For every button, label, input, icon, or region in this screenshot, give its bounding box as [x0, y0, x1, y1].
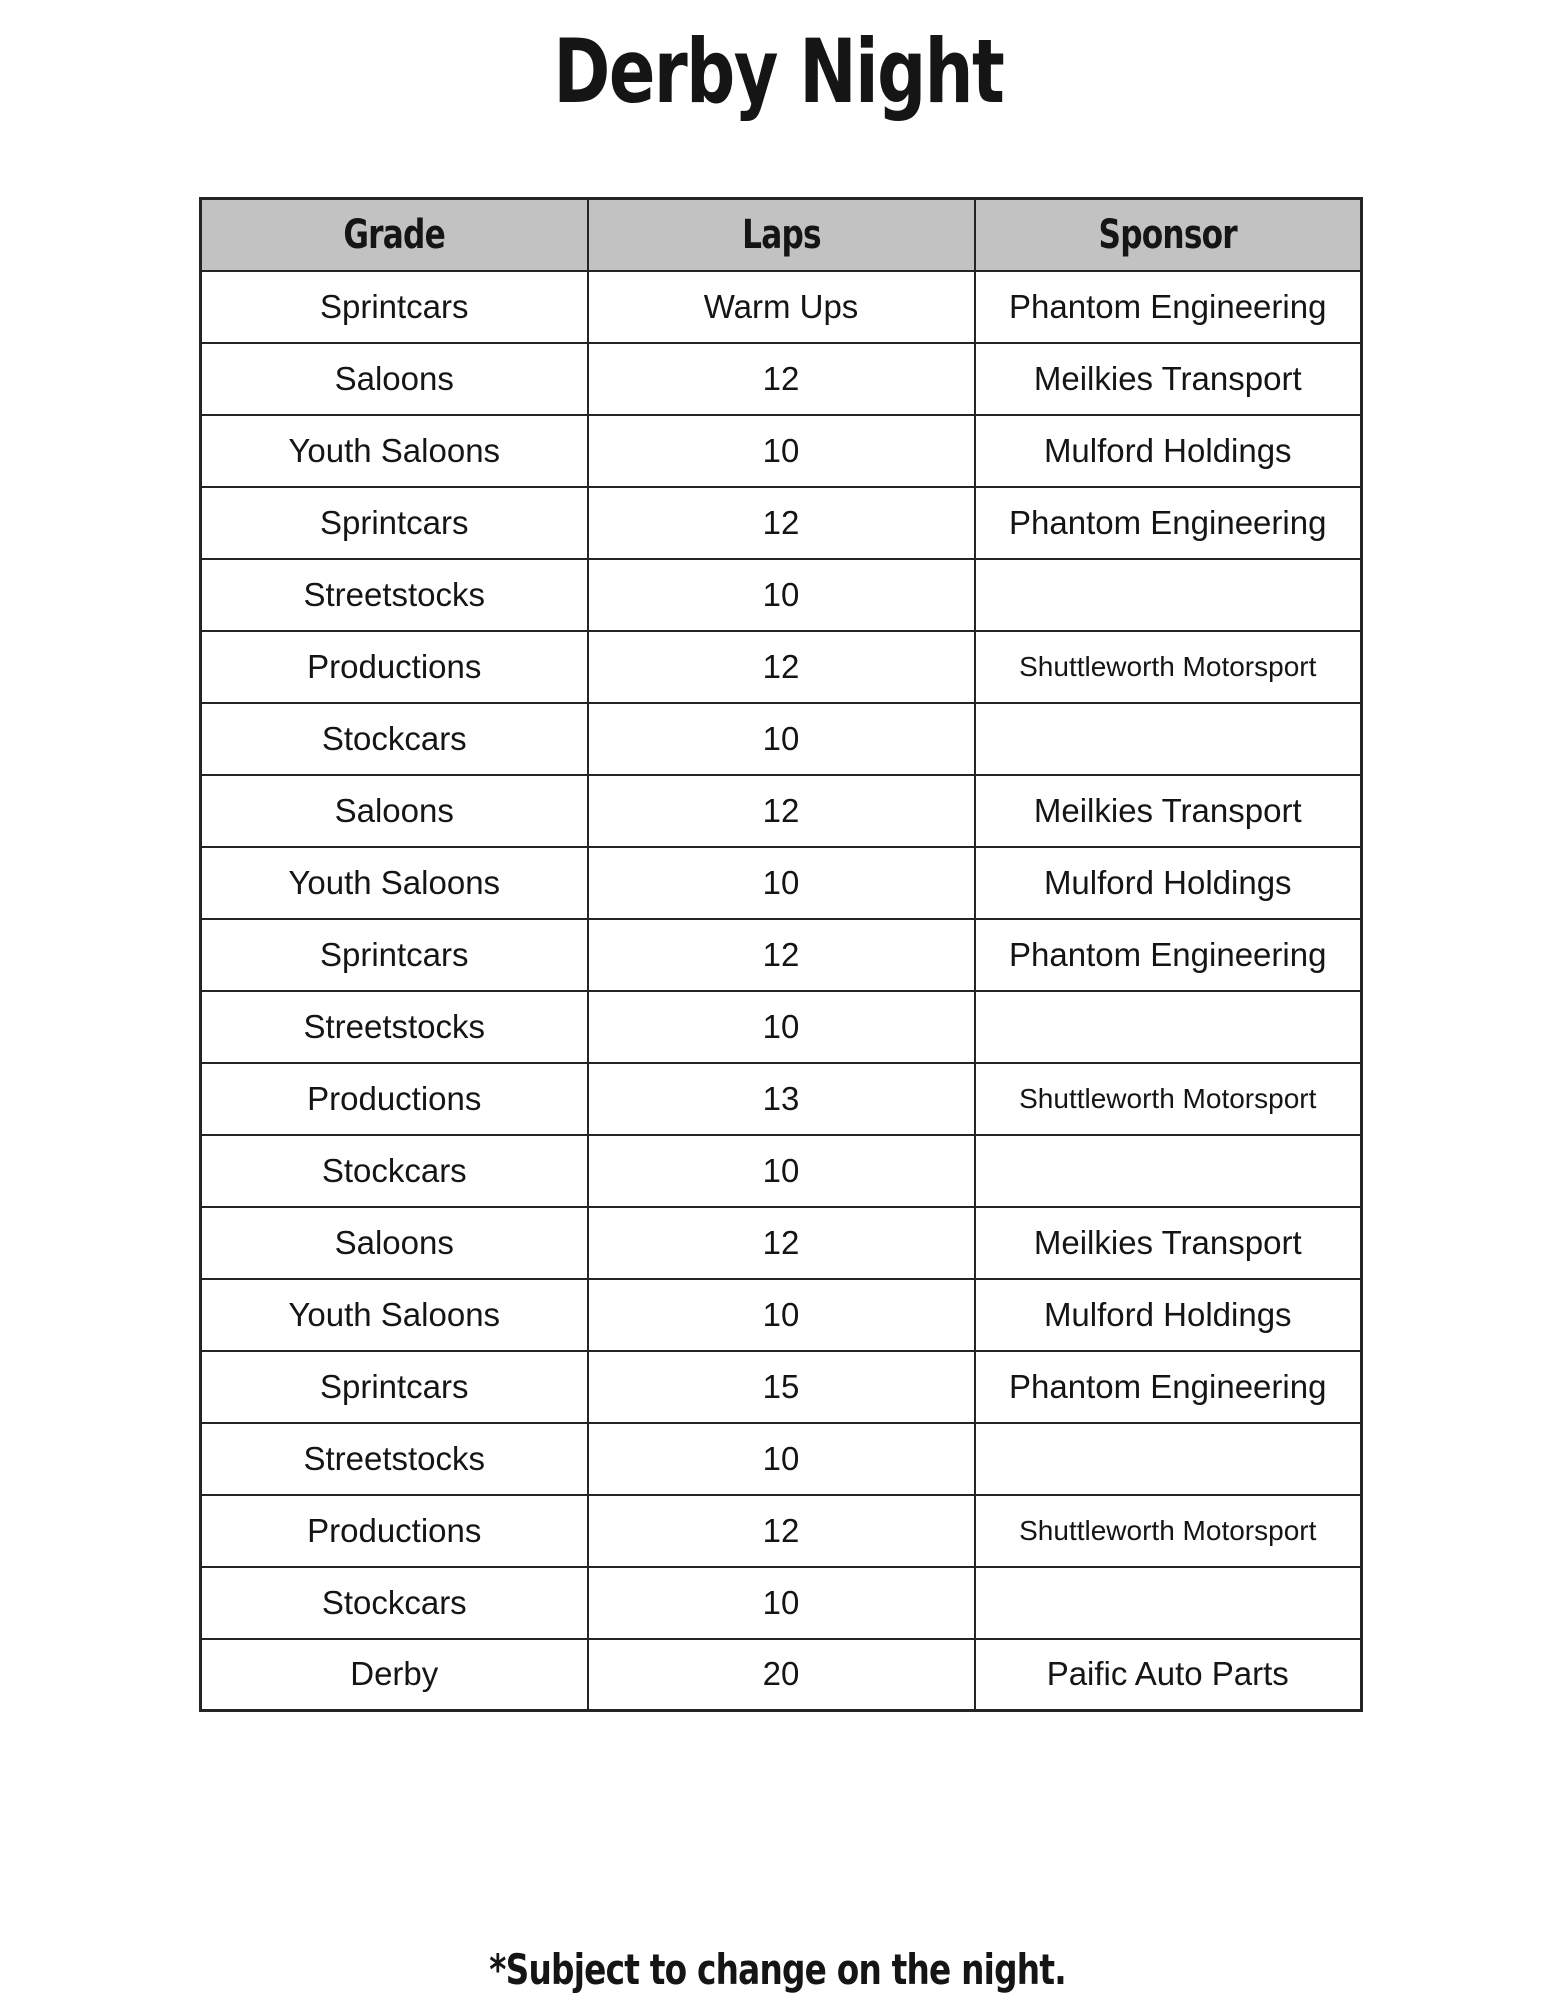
sponsor-cell: Phantom Engineering	[975, 1351, 1362, 1423]
sponsor-cell: Phantom Engineering	[975, 919, 1362, 991]
grade-cell: Streetstocks	[201, 1423, 588, 1495]
table-row	[201, 415, 1362, 487]
column-header-sponsor-text: Sponsor	[1098, 211, 1237, 258]
sponsor-cell: Meilkies Transport	[975, 1207, 1362, 1279]
footnote	[0, 1945, 1556, 1994]
grade-cell: Youth Saloons	[201, 415, 588, 487]
sponsor-cell: Paific Auto Parts	[975, 1639, 1362, 1711]
table-row	[201, 559, 1362, 631]
footnote-text: *Subject to change on the night.	[489, 1945, 1067, 1994]
schedule-table-header	[201, 199, 1362, 271]
table-row	[201, 1063, 1362, 1135]
page-title	[0, 20, 1556, 123]
table-row	[201, 487, 1362, 559]
sponsor-cell: Shuttleworth Motorsport	[975, 631, 1362, 703]
column-header-laps-text: Laps	[741, 211, 821, 258]
table-row	[201, 1639, 1362, 1711]
table-row	[201, 919, 1362, 991]
laps-cell: 10	[588, 847, 975, 919]
grade-cell: Saloons	[201, 775, 588, 847]
grade-cell: Sprintcars	[201, 271, 588, 343]
table-row	[201, 1207, 1362, 1279]
grade-cell: Saloons	[201, 343, 588, 415]
sponsor-cell	[975, 703, 1362, 775]
grade-cell: Stockcars	[201, 1135, 588, 1207]
laps-cell: 15	[588, 1351, 975, 1423]
table-row	[201, 1495, 1362, 1567]
table-row	[201, 1135, 1362, 1207]
sponsor-cell: Meilkies Transport	[975, 343, 1362, 415]
grade-cell: Stockcars	[201, 1567, 588, 1639]
page-title-text: Derby Night	[553, 20, 1003, 123]
table-row	[201, 991, 1362, 1063]
laps-cell: Warm Ups	[588, 271, 975, 343]
laps-cell: 10	[588, 991, 975, 1063]
grade-cell: Productions	[201, 631, 588, 703]
grade-cell: Saloons	[201, 1207, 588, 1279]
sponsor-cell: Mulford Holdings	[975, 847, 1362, 919]
grade-cell: Sprintcars	[201, 487, 588, 559]
laps-cell: 20	[588, 1639, 975, 1711]
column-header-laps	[588, 199, 975, 271]
table-row	[201, 847, 1362, 919]
laps-cell: 12	[588, 487, 975, 559]
column-header-grade-text: Grade	[343, 211, 446, 258]
grade-cell: Streetstocks	[201, 559, 588, 631]
grade-cell: Streetstocks	[201, 991, 588, 1063]
laps-cell: 12	[588, 919, 975, 991]
sponsor-cell	[975, 1135, 1362, 1207]
laps-cell: 12	[588, 1495, 975, 1567]
laps-cell: 10	[588, 1567, 975, 1639]
sponsor-cell: Mulford Holdings	[975, 1279, 1362, 1351]
sponsor-cell: Mulford Holdings	[975, 415, 1362, 487]
schedule-table	[199, 197, 1363, 1712]
laps-cell: 10	[588, 415, 975, 487]
column-header-grade	[201, 199, 588, 271]
laps-cell: 10	[588, 559, 975, 631]
table-row	[201, 271, 1362, 343]
table-row	[201, 1279, 1362, 1351]
grade-cell: Youth Saloons	[201, 1279, 588, 1351]
table-row	[201, 1351, 1362, 1423]
sponsor-cell	[975, 1423, 1362, 1495]
sponsor-cell: Shuttleworth Motorsport	[975, 1063, 1362, 1135]
table-row	[201, 1567, 1362, 1639]
laps-cell: 10	[588, 1279, 975, 1351]
header-row	[201, 199, 1362, 271]
laps-cell: 10	[588, 1135, 975, 1207]
table-row	[201, 703, 1362, 775]
column-header-sponsor	[975, 199, 1362, 271]
sponsor-cell: Phantom Engineering	[975, 487, 1362, 559]
table-row	[201, 775, 1362, 847]
laps-cell: 13	[588, 1063, 975, 1135]
grade-cell: Stockcars	[201, 703, 588, 775]
sponsor-cell: Meilkies Transport	[975, 775, 1362, 847]
grade-cell: Productions	[201, 1063, 588, 1135]
sponsor-cell: Phantom Engineering	[975, 271, 1362, 343]
table-row	[201, 343, 1362, 415]
sponsor-cell	[975, 1567, 1362, 1639]
grade-cell: Derby	[201, 1639, 588, 1711]
laps-cell: 12	[588, 343, 975, 415]
grade-cell: Youth Saloons	[201, 847, 588, 919]
grade-cell: Sprintcars	[201, 1351, 588, 1423]
table-row	[201, 1423, 1362, 1495]
table-row	[201, 631, 1362, 703]
sponsor-cell	[975, 991, 1362, 1063]
laps-cell: 12	[588, 631, 975, 703]
laps-cell: 10	[588, 703, 975, 775]
laps-cell: 12	[588, 775, 975, 847]
laps-cell: 10	[588, 1423, 975, 1495]
sponsor-cell: Shuttleworth Motorsport	[975, 1495, 1362, 1567]
grade-cell: Sprintcars	[201, 919, 588, 991]
schedule-table-body	[201, 271, 1362, 1711]
laps-cell: 12	[588, 1207, 975, 1279]
sponsor-cell	[975, 559, 1362, 631]
grade-cell: Productions	[201, 1495, 588, 1567]
